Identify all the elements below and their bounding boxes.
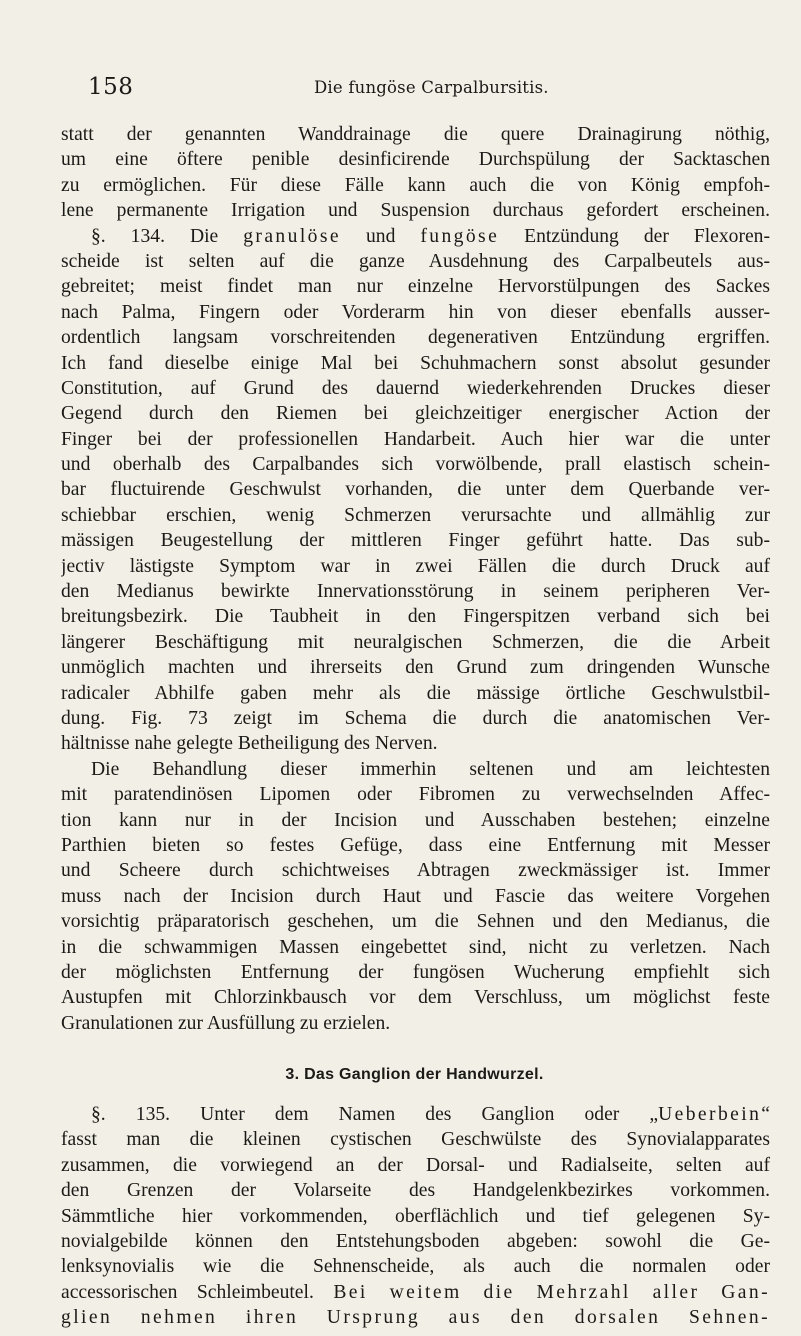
text-line: nach Palma, Fingern oder Vorderarm hin von dieser ebenfalls ausser- bbox=[61, 301, 770, 323]
text-line: Constitution, auf Grund des dauernd wiederkehrenden Druckes dieser bbox=[61, 377, 770, 399]
text-fragment: Entzündung der Flexoren- bbox=[499, 225, 770, 247]
text-line: vorsichtig präparatorisch geschehen, um die Sehnen und den Medianus, die bbox=[61, 911, 770, 933]
text-line: gebreitet; meist findet man nur einzelne Hervorstülpungen des Sackes bbox=[61, 276, 770, 298]
text-line: mässigen Beugestellung der mittleren Finger geführt hatte. Das sub- bbox=[61, 530, 770, 552]
text-line bbox=[61, 224, 770, 249]
text-line: muss nach der Incision durch Haut und Fascie das weitere Vorgehen bbox=[61, 885, 770, 907]
running-title: Die fungöse Carpalbursitis. bbox=[314, 78, 549, 97]
text-line: Ich fand dieselbe einige Mal bei Schuhmachern sonst absolut gesunder bbox=[61, 352, 770, 374]
text-fragment: und bbox=[341, 225, 421, 247]
text-line: den Medianus bewirkte Innervationsstörung in seinem peripheren Ver- bbox=[61, 581, 770, 603]
text-line: tion kann nur in der Incision und Ausschaben bestehen; einzelne bbox=[61, 809, 770, 831]
text-line: um eine öftere penible desinficirende Durchspülung der Sacktaschen bbox=[61, 149, 770, 171]
text-line: statt der genannten Wanddrainage die quere Drainagirung nöthig, bbox=[61, 124, 770, 145]
text-fragment: “ bbox=[761, 1104, 770, 1126]
text-line: hältnisse nahe gelegte Betheiligung des Nerven. bbox=[61, 733, 438, 755]
text-line: Austupfen mit Chlorzinkbausch vor dem Verschluss, um möglichst feste bbox=[61, 987, 770, 1009]
text-line: lenksynovialis wie die Sehnenscheide, als auch die normalen oder bbox=[61, 1256, 770, 1278]
text-line: zusammen, die vorwiegend an der Dorsal- und Radialseite, selten auf bbox=[61, 1154, 770, 1176]
body-text bbox=[61, 122, 770, 1036]
text-line: Die Behandlung dieser immerhin seltenen und am leichtesten bbox=[91, 758, 770, 780]
text-line: jectiv lästigste Symptom war in zwei Fällen die durch Druck auf bbox=[61, 555, 770, 577]
emphasis-fungoese: fungöse bbox=[420, 225, 500, 247]
section-heading: 3. Das Ganglion der Handwurzel. bbox=[285, 1066, 544, 1084]
text-line: den Grenzen der Volarseite des Handgelenkbezirkes vorkommen. bbox=[61, 1180, 770, 1202]
text-line: radicaler Abhilfe gaben mehr als die mässige örtliche Geschwulstbil- bbox=[61, 682, 770, 704]
text-line: Gegend durch den Riemen bei gleichzeitiger energischer Action der bbox=[61, 403, 770, 425]
text-fragment: accessorischen Schleimbeutel. bbox=[61, 1281, 314, 1303]
section-135-lead: §. 135. Unter dem Namen des Ganglion oder „ bbox=[91, 1104, 659, 1126]
paragraph-section-134 bbox=[61, 224, 770, 757]
text-line: Sämmtliche hier vorkommenden, oberflächlich und tief gelegenen Sy- bbox=[61, 1205, 770, 1227]
text-line: lene permanente Irrigation und Suspension durchaus gefordert erscheinen. bbox=[61, 200, 770, 222]
text-line bbox=[61, 1280, 770, 1305]
text-line: zu ermöglichen. Für diese Fälle kann auch die von König empfoh- bbox=[61, 174, 770, 196]
text-line: Granulationen zur Ausfüllung zu erzielen. bbox=[61, 1012, 391, 1034]
page-number: 158 bbox=[88, 74, 134, 100]
text-line: breitungsbezirk. Die Taubheit in den Fingerspitzen verband sich bei bbox=[61, 606, 770, 628]
text-line: und Scheere durch schichtweises Abtragen zweckmässiger ist. Immer bbox=[61, 860, 770, 882]
section-134-lead: §. 134. Die bbox=[91, 225, 244, 247]
paragraph-section-135 bbox=[61, 1102, 770, 1331]
body-text-ganglion bbox=[61, 1102, 770, 1331]
text-line: der möglichsten Entfernung der fungösen Wucherung empfiehlt sich bbox=[61, 961, 770, 983]
text-line-emphasis: glien nehmen ihren Ursprung aus den dorsalen Sehnen- bbox=[61, 1307, 770, 1329]
text-line: bar fluctuirende Geschwulst vorhanden, die unter dem Querbande ver- bbox=[61, 479, 770, 501]
text-line: in die schwammigen Massen eingebettet sind, nicht zu verletzen. Nach bbox=[61, 936, 770, 958]
paragraph-drainage bbox=[61, 122, 770, 224]
text-line: Parthien bieten so festes Gefüge, dass eine Entfernung mit Messer bbox=[61, 834, 770, 856]
text-line: Finger bei der professionellen Handarbeit. Auch hier war die unter bbox=[61, 428, 770, 450]
text-line: ordentlich langsam vorschreitenden degenerativen Entzündung ergriffen. bbox=[61, 327, 770, 349]
emphasis-granuloese: granulöse bbox=[243, 225, 341, 247]
text-line bbox=[61, 1102, 770, 1127]
text-line: und oberhalb des Carpalbandes sich vorwölbende, prall elastisch schein- bbox=[61, 454, 770, 476]
text-line: mit paratendinösen Lipomen oder Fibromen zu verwechselnden Affec- bbox=[61, 784, 770, 806]
text-line: fasst man die kleinen cystischen Geschwülste des Synovialapparates bbox=[61, 1129, 770, 1151]
text-line: dung. Fig. 73 zeigt im Schema die durch die anatomischen Ver- bbox=[61, 707, 770, 729]
text-line: unmöglich machten und ihrerseits den Grund zum dringenden Wunsche bbox=[61, 657, 770, 679]
emphasis-ueberbein: Ueberbein bbox=[658, 1104, 762, 1126]
text-line: längerer Beschäftigung mit neuralgischen Schmerzen, die die Arbeit bbox=[61, 631, 770, 653]
running-header bbox=[60, 70, 771, 100]
text-line: scheide ist selten auf die ganze Ausdehnung des Carpalbeutels aus- bbox=[61, 250, 770, 272]
text-line: novialgebilde können den Entstehungsboden abgeben: sowohl die Ge- bbox=[61, 1231, 770, 1253]
paragraph-treatment bbox=[61, 757, 770, 1036]
text-line: schiebbar erschien, wenig Schmerzen verursachte und allmählig zur bbox=[61, 504, 770, 526]
emphasis-majority: Bei weitem die Mehrzahl aller Gan- bbox=[333, 1281, 770, 1303]
